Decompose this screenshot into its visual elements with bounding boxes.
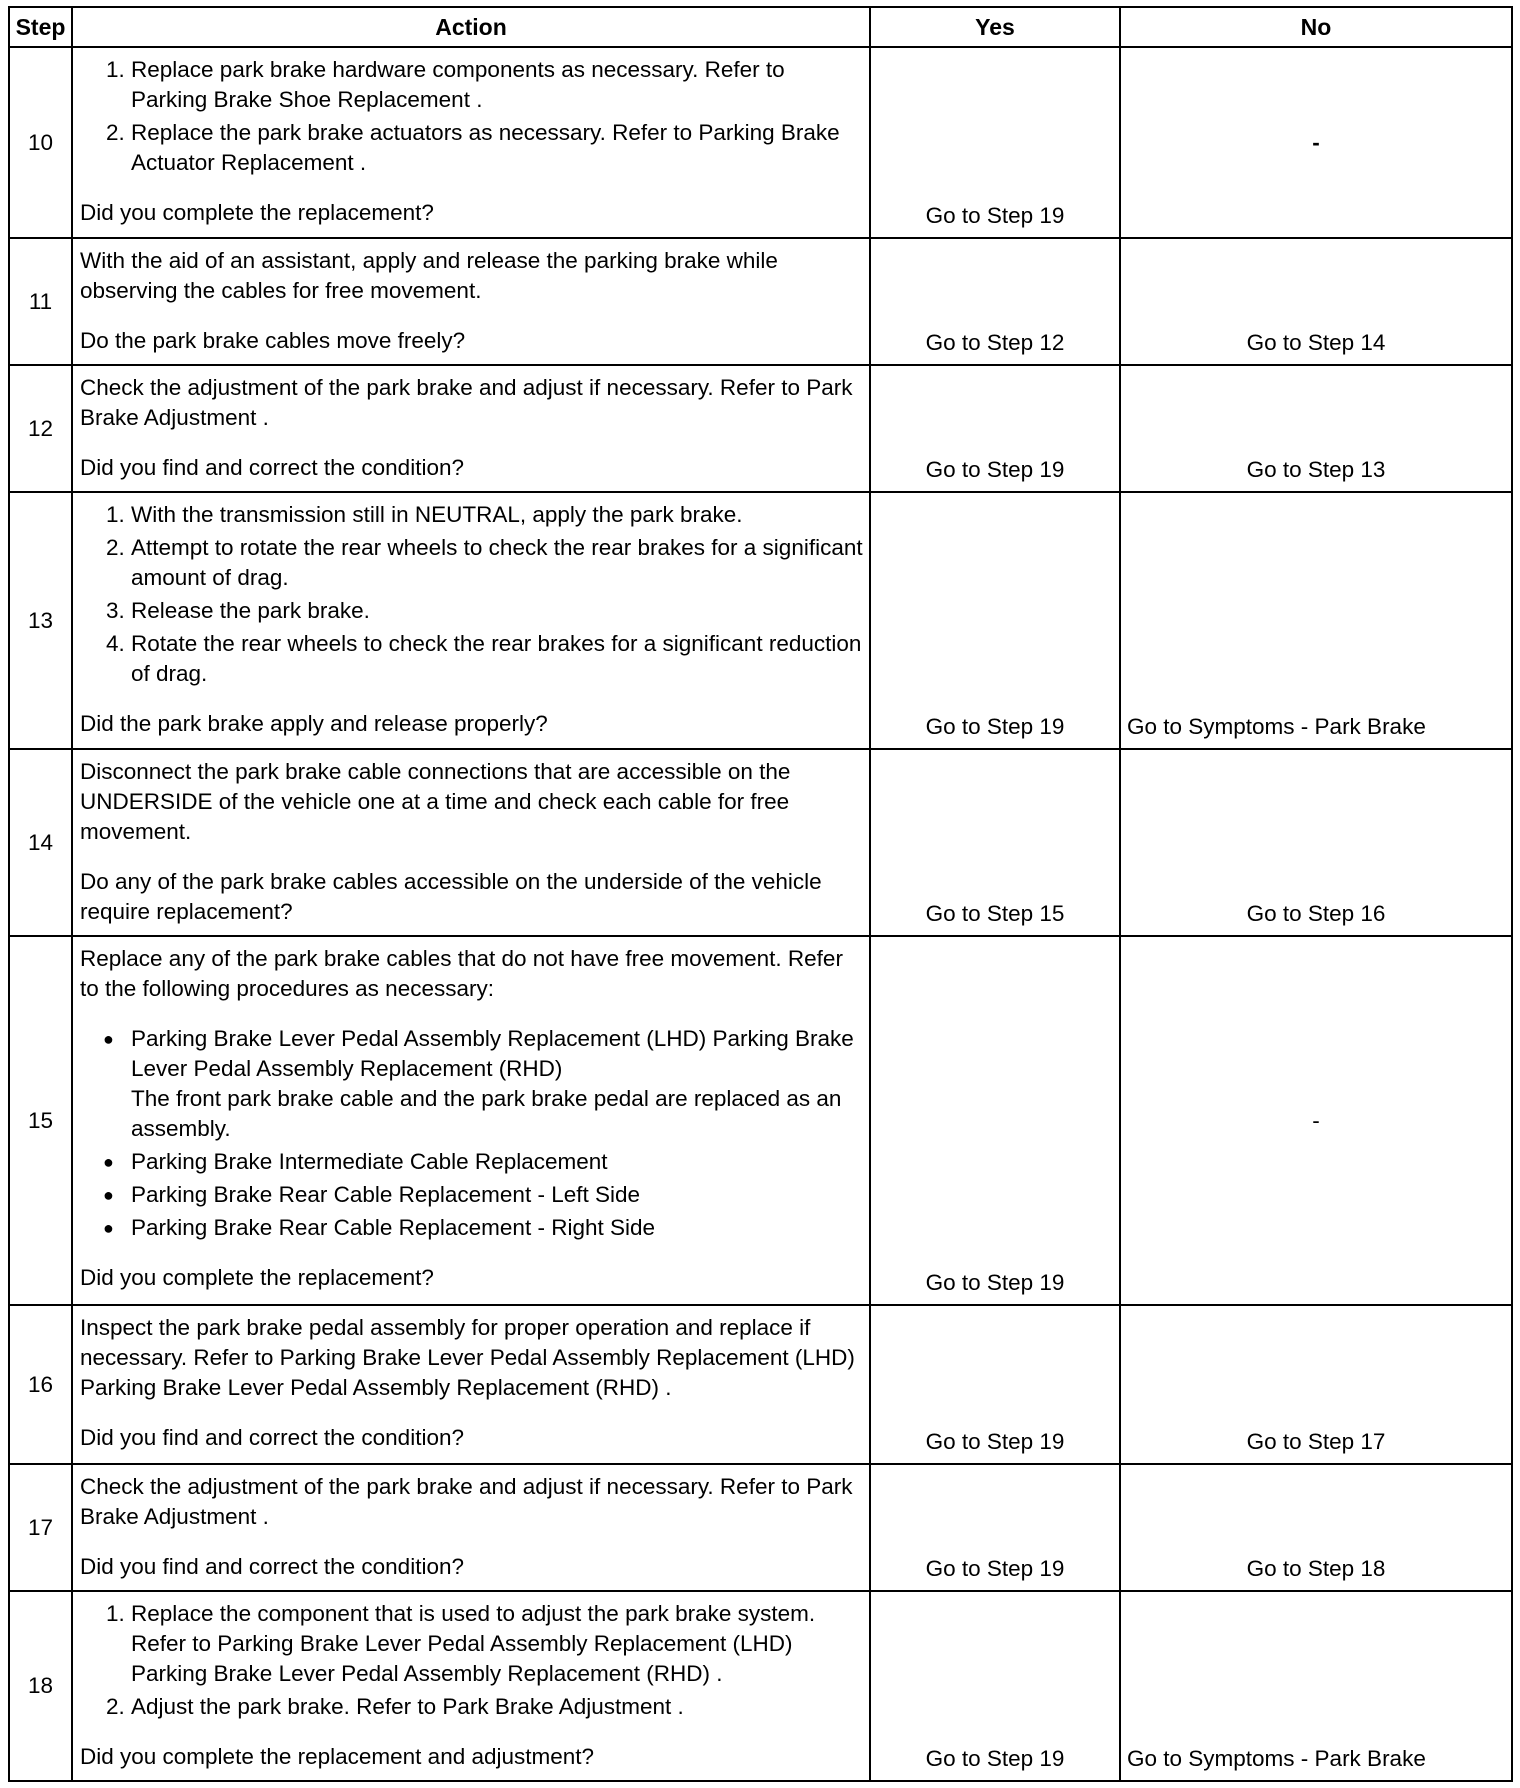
list-item-text: Parking Brake Intermediate Cable Replacement bbox=[131, 1149, 608, 1174]
list-item: 1. With the transmission still in NEUTRAL, apply the park brake. bbox=[131, 500, 863, 530]
step-number: 16 bbox=[9, 1305, 72, 1464]
list-item: 3. Release the park brake. bbox=[131, 596, 863, 626]
action-text: Check the adjustment of the park brake and adjust if necessary. Refer to Park Brake Adjustment . bbox=[80, 1474, 853, 1529]
yes-result: Go to Step 19 bbox=[870, 47, 1120, 238]
action-cell bbox=[72, 47, 870, 238]
list-item: 4. Rotate the rear wheels to check the rear brakes for a significant reduction of drag. bbox=[131, 629, 863, 689]
table-row bbox=[9, 365, 1512, 492]
no-result: Go to Step 16 bbox=[1120, 749, 1512, 936]
numbered-list bbox=[80, 500, 863, 689]
no-result: Go to Symptoms - Park Brake bbox=[1120, 1591, 1512, 1781]
action-cell bbox=[72, 1591, 870, 1781]
step-number: 14 bbox=[9, 749, 72, 936]
list-item-text: Parking Brake Rear Cable Replacement - Left Side bbox=[131, 1182, 641, 1207]
header-action: Action bbox=[72, 7, 870, 47]
step-number: 13 bbox=[9, 492, 72, 749]
action-text: Replace any of the park brake cables that do not have free movement. Refer to the following procedures as necessary: bbox=[80, 946, 843, 1001]
list-item bbox=[103, 1213, 863, 1243]
numbered-list bbox=[80, 1599, 863, 1722]
list-item: 2. Replace the park brake actuators as necessary. Refer to Parking Brake Actuator Replacement . bbox=[131, 118, 863, 178]
numbered-list bbox=[80, 55, 863, 178]
list-item-text: Parking Brake Rear Cable Replacement - Right Side bbox=[131, 1215, 656, 1240]
bullet-icon: ● bbox=[103, 1029, 114, 1049]
no-result: Go to Step 17 bbox=[1120, 1305, 1512, 1464]
no-result: Go to Step 14 bbox=[1120, 238, 1512, 365]
list-item bbox=[103, 1180, 863, 1210]
bullet-list bbox=[80, 1024, 863, 1243]
yes-result: Go to Step 19 bbox=[870, 1591, 1120, 1781]
list-item: 1. Replace park brake hardware components as necessary. Refer to Parking Brake Shoe Replacement . bbox=[131, 55, 863, 115]
no-result: Go to Symptoms - Park Brake bbox=[1120, 492, 1512, 749]
no-result: Go to Step 13 bbox=[1120, 365, 1512, 492]
action-cell bbox=[72, 749, 870, 936]
yes-result: Go to Step 19 bbox=[870, 365, 1120, 492]
question-text: Did you complete the replacement and adjustment? bbox=[80, 1744, 595, 1769]
action-text: Check the adjustment of the park brake and adjust if necessary. Refer to Park Brake Adjustment . bbox=[80, 375, 853, 430]
step-number: 10 bbox=[9, 47, 72, 238]
list-item: 2. Adjust the park brake. Refer to Park Brake Adjustment . bbox=[131, 1692, 863, 1722]
question-text: Do any of the park brake cables accessible on the underside of the vehicle require replacement? bbox=[80, 869, 822, 924]
table-row bbox=[9, 1591, 1512, 1781]
list-item-text: Parking Brake Lever Pedal Assembly Replacement (LHD) Parking Brake Lever Pedal Assembly Replacement (RHD) bbox=[131, 1026, 854, 1081]
question-text: Did you complete the replacement? bbox=[80, 200, 434, 225]
action-cell bbox=[72, 365, 870, 492]
question-text: Did you find and correct the condition? bbox=[80, 455, 464, 480]
yes-result: Go to Step 19 bbox=[870, 1305, 1120, 1464]
list-item-note: The front park brake cable and the park brake pedal are replaced as an assembly. bbox=[131, 1086, 842, 1141]
header-row bbox=[9, 7, 1512, 47]
step-number: 11 bbox=[9, 238, 72, 365]
list-item bbox=[103, 1147, 863, 1177]
yes-result: Go to Step 12 bbox=[870, 238, 1120, 365]
action-text: Disconnect the park brake cable connections that are accessible on the UNDERSIDE of the vehicle one at a time and check each cable for free movement. bbox=[80, 759, 791, 844]
yes-result: Go to Step 19 bbox=[870, 1464, 1120, 1591]
step-number: 17 bbox=[9, 1464, 72, 1591]
table-row bbox=[9, 47, 1512, 238]
action-text: Inspect the park brake pedal assembly for proper operation and replace if necessary. Refer to Parking Brake Lever Pedal Assembly Replacement (LHD) Parking Brake Lever Pedal Assembly Replacement (RHD) . bbox=[80, 1315, 855, 1400]
header-yes: Yes bbox=[870, 7, 1120, 47]
question-text: Did the park brake apply and release properly? bbox=[80, 711, 548, 736]
table-row bbox=[9, 936, 1512, 1305]
bullet-icon: ● bbox=[103, 1218, 114, 1238]
action-cell bbox=[72, 238, 870, 365]
action-cell bbox=[72, 1305, 870, 1464]
no-result: - bbox=[1120, 47, 1512, 238]
table-row bbox=[9, 1464, 1512, 1591]
table-row bbox=[9, 1305, 1512, 1464]
header-step: Step bbox=[9, 7, 72, 47]
action-cell bbox=[72, 936, 870, 1305]
question-text: Did you find and correct the condition? bbox=[80, 1425, 464, 1450]
step-number: 12 bbox=[9, 365, 72, 492]
question-text: Did you find and correct the condition? bbox=[80, 1554, 464, 1579]
diagnostic-table bbox=[8, 6, 1513, 1782]
step-number: 18 bbox=[9, 1591, 72, 1781]
action-cell bbox=[72, 1464, 870, 1591]
table-row bbox=[9, 238, 1512, 365]
yes-result: Go to Step 19 bbox=[870, 492, 1120, 749]
question-text: Did you complete the replacement? bbox=[80, 1265, 434, 1290]
yes-result: Go to Step 15 bbox=[870, 749, 1120, 936]
table-row bbox=[9, 749, 1512, 936]
bullet-icon: ● bbox=[103, 1152, 114, 1172]
bullet-icon: ● bbox=[103, 1185, 114, 1205]
question-text: Do the park brake cables move freely? bbox=[80, 328, 466, 353]
yes-result: Go to Step 19 bbox=[870, 936, 1120, 1305]
list-item: 2. Attempt to rotate the rear wheels to check the rear brakes for a significant amount of drag. bbox=[131, 533, 863, 593]
action-text: With the aid of an assistant, apply and release the parking brake while observing the cables for free movement. bbox=[80, 248, 778, 303]
list-item: 1. Replace the component that is used to adjust the park brake system. Refer to Parking Brake Lever Pedal Assembly Replacement (LHD) Parking Brake Lever Pedal Assembly Replacement (RHD) . bbox=[131, 1599, 863, 1689]
list-item bbox=[103, 1024, 863, 1144]
header-no: No bbox=[1120, 7, 1512, 47]
no-result: - bbox=[1120, 936, 1512, 1305]
table-row bbox=[9, 492, 1512, 749]
action-cell bbox=[72, 492, 870, 749]
step-number: 15 bbox=[9, 936, 72, 1305]
no-result: Go to Step 18 bbox=[1120, 1464, 1512, 1591]
